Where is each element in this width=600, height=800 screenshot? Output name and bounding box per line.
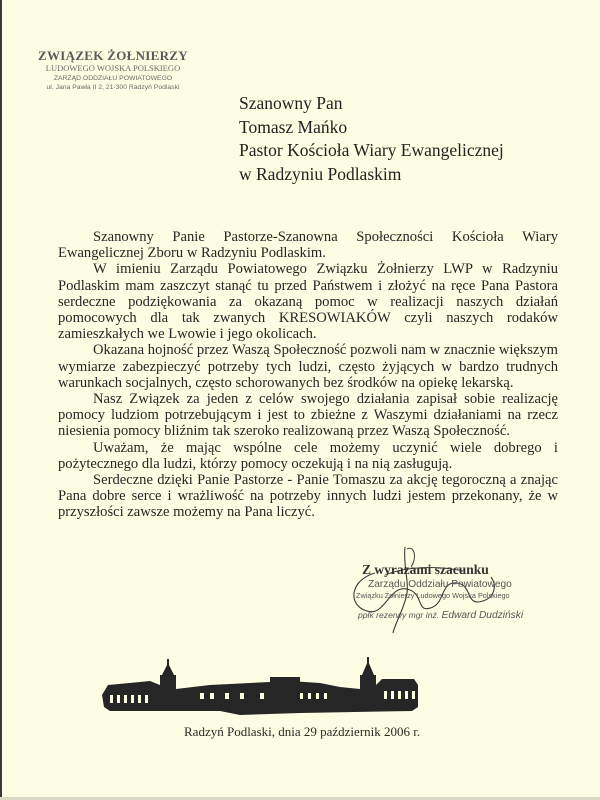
place-and-date: Radzyń Podlaski, dnia 29 październik 2006 r. — [184, 724, 421, 739]
letter-body — [58, 229, 558, 521]
signature-block — [356, 562, 580, 621]
palace-panorama-illustration — [100, 655, 420, 715]
letterhead-title: ZWIĄZEK ŻOŁNIERZY — [38, 48, 188, 63]
recipient-location: w Radzyniu Podlaskim — [239, 163, 402, 184]
paragraph: Nasz Związek za jeden z celów swojego działania zapisał sobie realizację pomocy ludziom potrzebującym i jest to zbieżne z Waszymi działaniami na rzecz niesienia pomocy bliźnim tak szeroko realizowaną przez Waszą Społeczność. — [58, 391, 558, 440]
recipient-name: Tomasz Mańko — [239, 116, 348, 137]
paragraph: W imieniu Zarządu Powiatowego Związku Żołnierzy LWP w Radzyniu Podlaskim mam zaszczyt stanąć tu przed Państwem i złożyć na ręce Pana Pastora serdeczne podziękowania za okazaną pomoc w realizacji naszych działań pomocowych dla tak zwanych KRESOWIAKÓW czyli naszych rodaków zamieszkałych we Lwowie i jego okolicach. — [58, 261, 558, 343]
letterhead-address: ul. Jana Pawła II 2, 21-300 Radzyń Podlaski — [46, 84, 180, 92]
paragraph: Serdeczne dzięki Panie Pastorze - Panie Tomaszu za akcję tegoroczną a znając Pana dobre serce i wrażliwość na potrzeby innych ludzi jestem przekonany, że w przyszłości zawsze możemy na Pana liczyć. — [58, 472, 558, 521]
signature-name: Edward Dudziński — [441, 610, 524, 621]
signature-org-line1: Zarządu Oddziału Powiatowego — [368, 579, 512, 590]
page-left-edge — [0, 0, 2, 800]
letterhead-branch: ZARZĄD ODDZIAŁU POWIATOWEGO — [53, 74, 173, 82]
signature-rank: ppłk rezerwy mgr inż. — [358, 610, 440, 620]
recipient-title: Pastor Kościoła Wiary Ewangelicznej — [239, 140, 504, 160]
paragraph: Uważam, że mając wspólne cele możemy uczynić wiele dobrego i pożytecznego dla ludzi, którzy pomocy oczekują i na nią zasługują. — [58, 439, 558, 472]
letterhead-subtitle: LUDOWEGO WOJSKA POLSKIEGO — [45, 63, 181, 73]
signature-signer — [358, 610, 580, 621]
signature-closing: Z wyrazami szacunku — [362, 562, 489, 577]
recipient-salutation: Szanowny Pan — [239, 93, 343, 113]
signature-org-line2: Związku Żołnierzy Ludowego Wojska Polskiego — [356, 591, 510, 600]
letterhead-stamp — [38, 49, 188, 92]
paragraph: Okazana hojność przez Waszą Społeczność pozwoli nam w znacznie większym wymiarze zabezpieczyć potrzeby tych ludzi, często żyjących w bardzo trudnych warunkach socjalnych, często schorowanych bez środków na opiekę lekarską. — [58, 342, 558, 391]
paragraph: Szanowny Panie Pastorze-Szanowna Społeczności Kościoła Wiary Ewangelicznej Zboru w Radzyniu Podlaskim. — [58, 229, 558, 262]
recipient-block — [239, 92, 504, 186]
